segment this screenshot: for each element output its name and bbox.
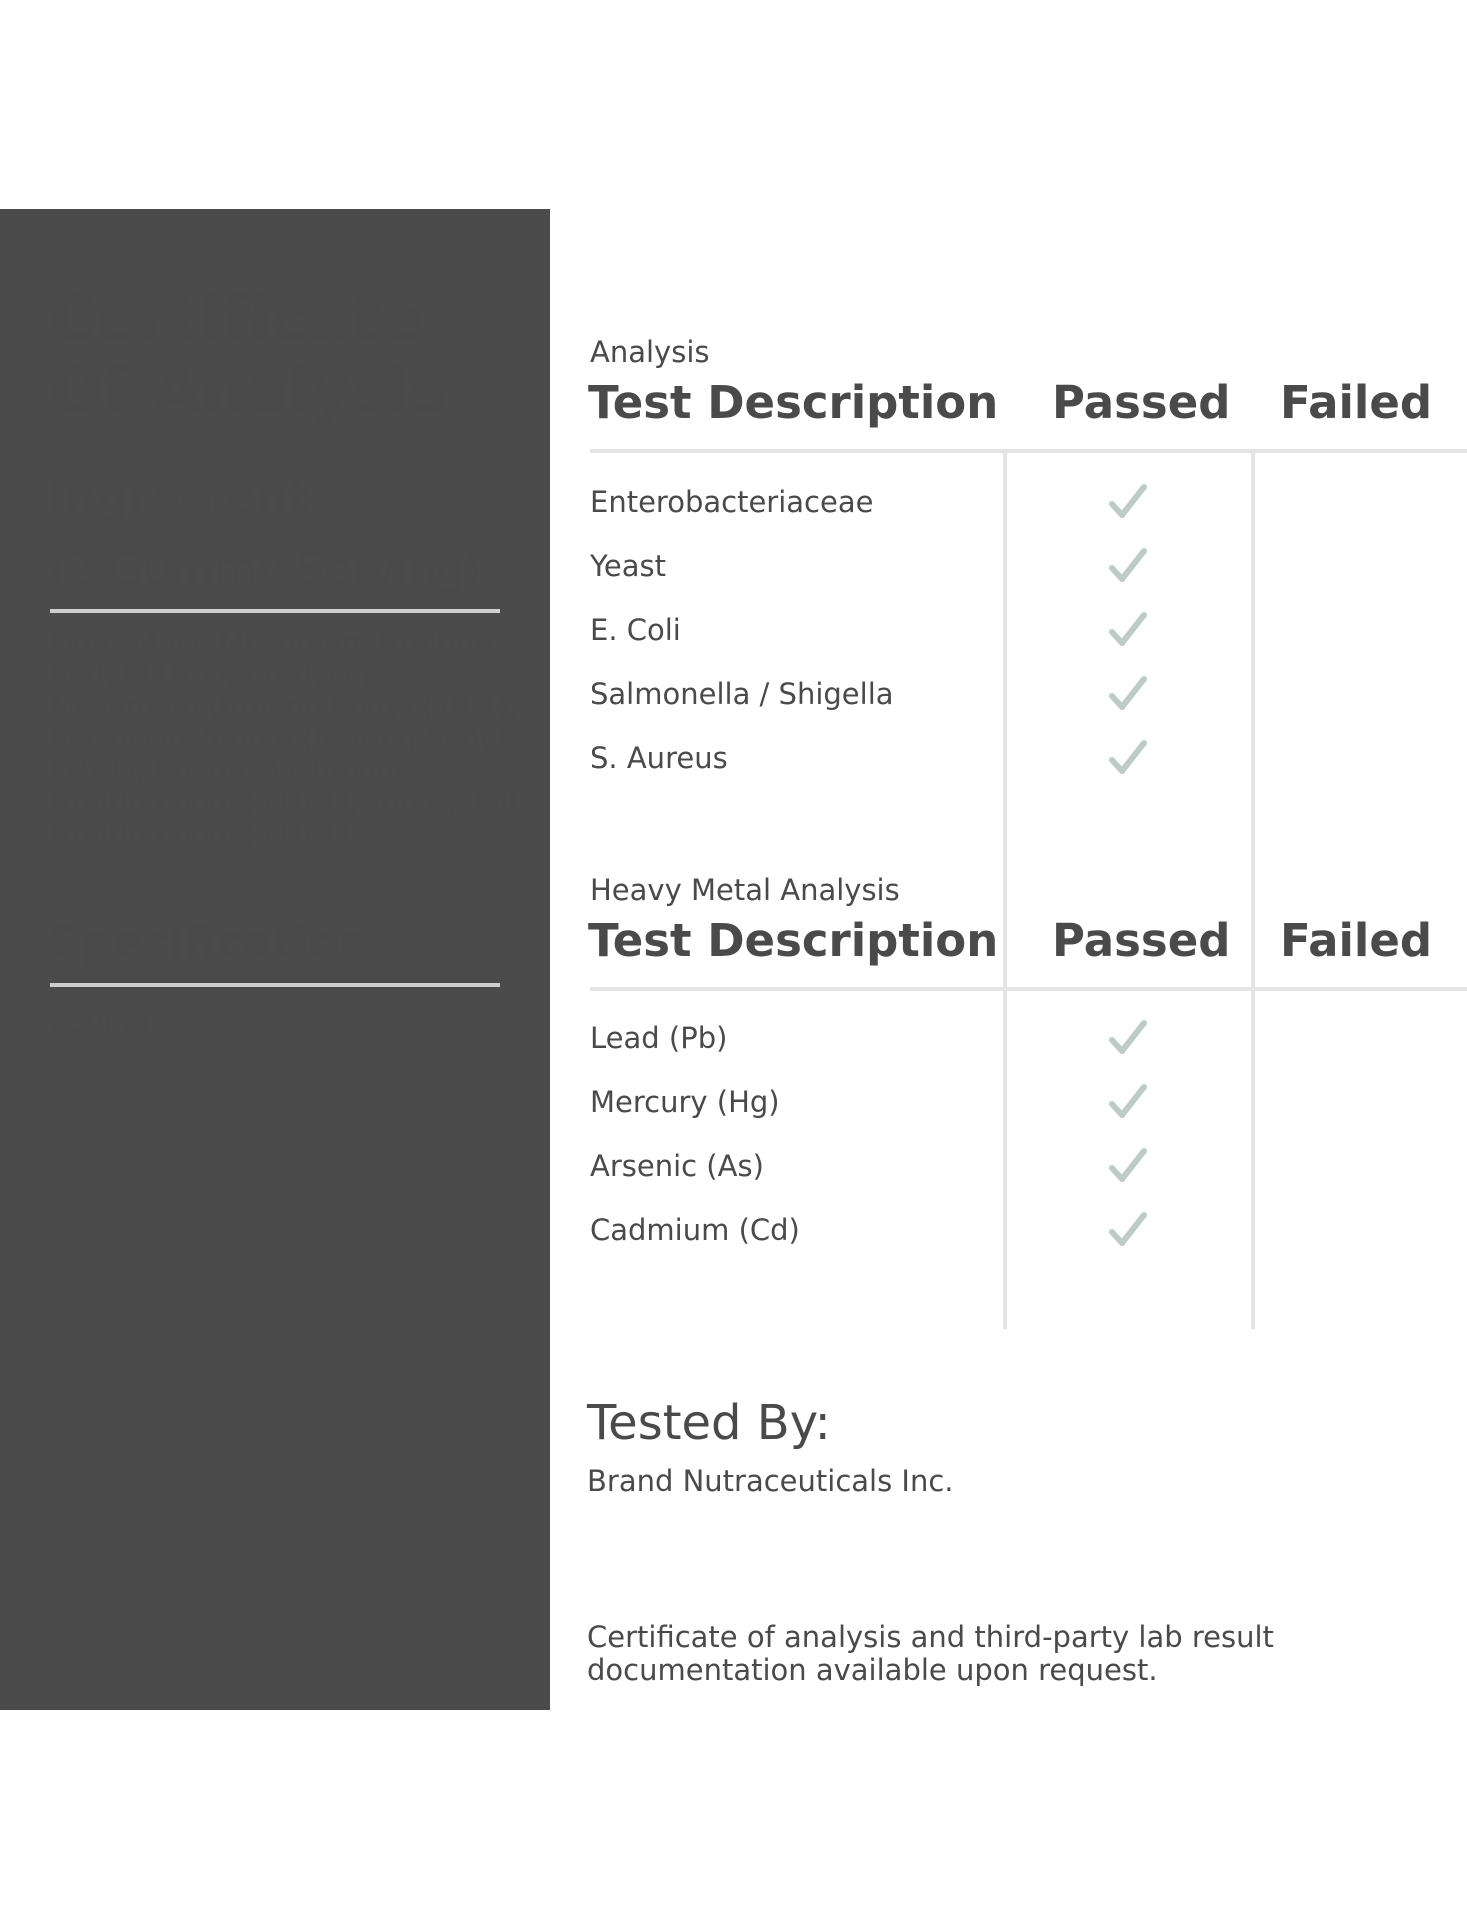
ingredient-divider — [50, 609, 500, 613]
analysis-col-test: Test Description — [588, 376, 999, 429]
checkmark-icon — [1108, 738, 1148, 778]
checkmark-icon — [1108, 1210, 1148, 1250]
ingredients-list: Lions Mane Mushroom (fruiting body) (10:1), Cordyceps Mushroom (fruiting body) (10:1), Reishi Mushroom (fruiting body) (10:1), Chaga Mushroom (fruiting body) (10:1), Turkey Tail (fruiting body) (10:1) — [50, 626, 518, 851]
checkmark-icon — [1108, 482, 1148, 522]
analysis-header-rule — [590, 449, 1467, 453]
certificate-title — [50, 283, 530, 427]
passed-column-rule — [1003, 451, 1007, 1329]
checkmark-icon — [1108, 610, 1148, 650]
heavy-metal-label: Heavy Metal Analysis — [590, 873, 900, 907]
heavy-metal-row-label: Cadmium (Cd) — [590, 1213, 800, 1247]
analysis-col-failed: Failed — [1280, 376, 1433, 429]
analysis-row-label: Enterobacteriaceae — [590, 485, 874, 519]
analysis-label: Analysis — [590, 335, 710, 369]
analysis-row-label: Salmonella / Shigella — [590, 677, 894, 711]
serving-heading: (2 Gummy Serving) — [50, 544, 482, 595]
tested-by-value: Brand Nutraceuticals Inc. — [587, 1464, 954, 1498]
checkmark-icon — [1108, 1018, 1148, 1058]
tested-by-heading: Tested By: — [587, 1395, 831, 1451]
heavy-metal-col-passed: Passed — [1052, 914, 1231, 967]
checkmark-icon — [1108, 674, 1148, 714]
heavy-metal-row-label: Lead (Pb) — [590, 1021, 728, 1055]
heavy-metal-col-failed: Failed — [1280, 914, 1433, 967]
checkmark-icon — [1108, 1082, 1148, 1122]
heavy-metal-row-label: Arsenic (As) — [590, 1149, 764, 1183]
ingredient-heading: Ingredient — [50, 472, 310, 523]
analysis-row-label: Yeast — [590, 549, 666, 583]
heavy-metal-row-label: Mercury (Hg) — [590, 1085, 780, 1119]
checkmark-icon — [1108, 546, 1148, 586]
analysis-col-passed: Passed — [1052, 376, 1231, 429]
specification-heading: Specification — [50, 917, 371, 968]
heavy-metal-col-test: Test Description — [588, 914, 999, 967]
footnote: Certificate of analysis and third-party lab result documentation available upon request. — [587, 1620, 1274, 1687]
failed-column-rule — [1251, 451, 1255, 1329]
heavy-metal-header-rule — [590, 987, 1467, 991]
checkmark-icon — [1108, 1146, 1148, 1186]
certificate-title-line1: Certificate — [50, 282, 424, 355]
analysis-row-label: S. Aureus — [590, 741, 728, 775]
analysis-row-label: E. Coli — [590, 613, 681, 647]
certificate-title-line2: Of Analysis — [50, 354, 448, 427]
specification-divider — [50, 983, 500, 987]
specification-value: 250mg — [50, 1005, 149, 1038]
